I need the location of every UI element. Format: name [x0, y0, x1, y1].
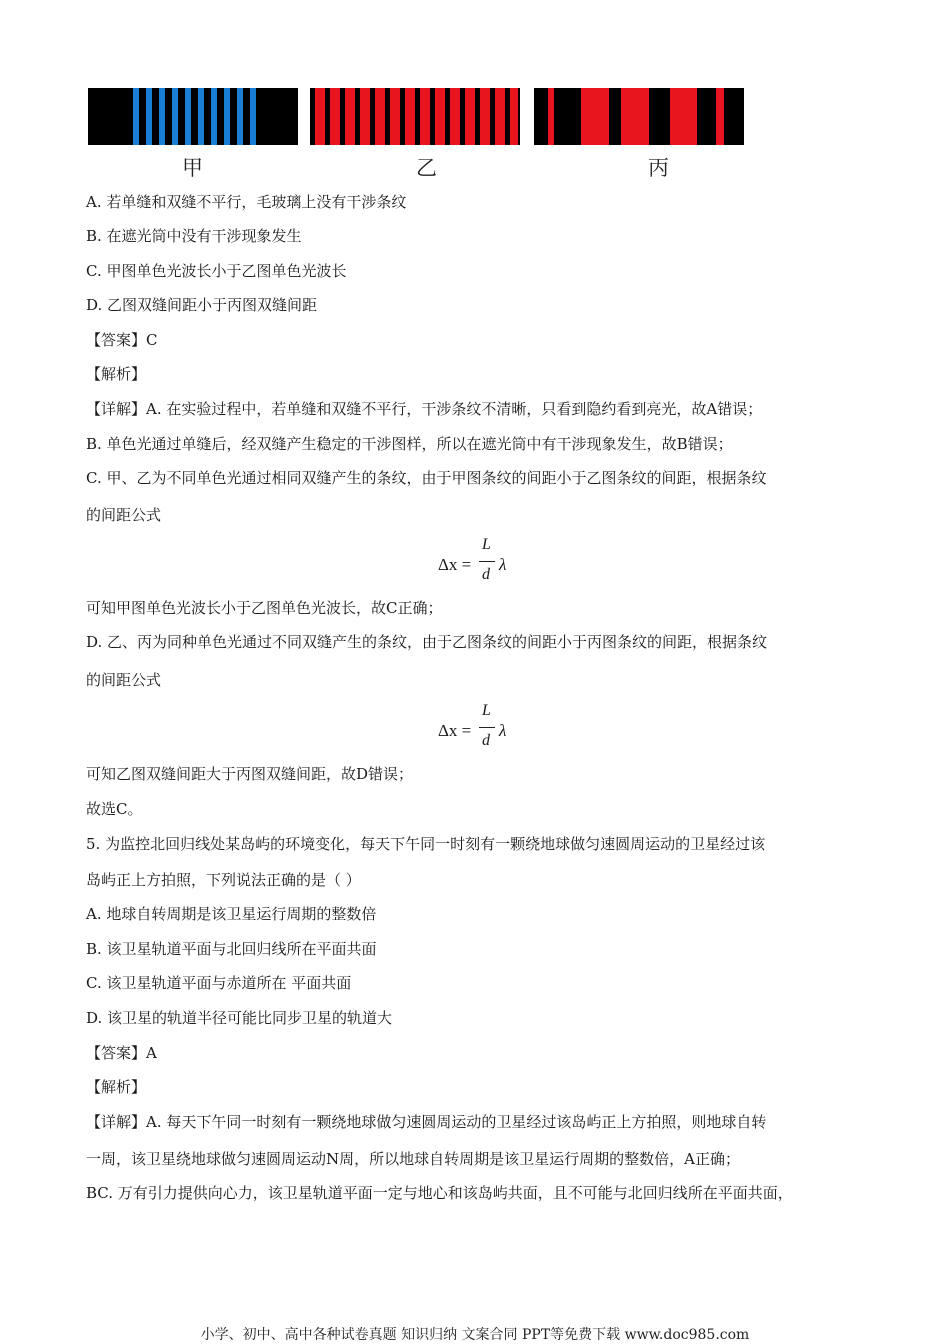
q4-detail-line: 的间距公式 [86, 506, 162, 524]
q4-detail-line: C. 甲、乙为不同单色光通过相同双缝产生的条纹，由于甲图条纹的间距小于乙图条纹的间距，根据条纹 [86, 469, 767, 487]
q5-detail-line: BC. 万有引力提供向心力，该卫星轨道平面一定与地心和该岛屿共面，且不可能与北回归线所在平面共面， [86, 1184, 793, 1202]
spacing-formula [438, 536, 528, 596]
figure-caption-yi: 乙 [416, 156, 437, 180]
formula-denominator: d [482, 566, 490, 583]
q4-option-a: A. 若单缝和双缝不平行，毛玻璃上没有干涉条纹 [86, 193, 407, 211]
formula-numerator: L [482, 702, 491, 719]
q4-option-d: D. 乙图双缝间距小于丙图双缝间距 [86, 296, 318, 314]
q5-detail-line: 【详解】A. 每天下午同一时刻有一颗绕地球做匀速圆周运动的卫星经过该岛屿正上方拍照，则地球自转 [86, 1113, 767, 1131]
q5-option-a: A. 地球自转周期是该卫星运行周期的整数倍 [86, 905, 377, 923]
q5-detail-line: 一周，该卫星绕地球做匀速圆周运动N周，所以地球自转周期是该卫星运行周期的整数倍，A正确； [86, 1150, 740, 1168]
figure-caption-jia: 甲 [182, 156, 203, 180]
formula-lhs: Δx = [438, 721, 472, 740]
q5-stem-line: 岛屿正上方拍照，下列说法正确的是（ ） [86, 871, 361, 889]
q4-detail-line: D. 乙、丙为同种单色光通过不同双缝产生的条纹，由于乙图条纹的间距小于丙图条纹的间距，根据条纹 [86, 633, 768, 651]
spacing-formula [438, 702, 528, 762]
q5-option-b: B. 该卫星轨道平面与北回归线所在平面共面 [86, 940, 377, 958]
q4-analysis-label: 【解析】 [86, 365, 147, 383]
q4-option-c: C. 甲图单色光波长小于乙图单色光波长 [86, 262, 347, 280]
formula-numerator: L [482, 536, 491, 553]
fringe-pattern-bing [534, 88, 744, 145]
q4-detail-line: 故选C。 [86, 800, 143, 818]
formula-lambda: λ [499, 721, 507, 740]
fringe-pattern-yi [310, 88, 520, 145]
fringe-pattern-jia [88, 88, 298, 145]
formula-denominator: d [482, 732, 490, 749]
figure-caption-bing: 丙 [648, 156, 669, 180]
fraction-bar [479, 727, 495, 728]
fraction-bar [479, 561, 495, 562]
q5-stem-line: 5. 为监控北回归线处某岛屿的环境变化，每天下午同一时刻有一颗绕地球做匀速圆周运动的卫星经过该 [86, 835, 766, 853]
q4-option-b: B. 在遮光筒中没有干涉现象发生 [86, 227, 302, 245]
q4-answer: 【答案】C [86, 331, 158, 349]
q4-detail-line: 【详解】A. 在实验过程中，若单缝和双缝不平行，干涉条纹不清晰，只看到隐约看到亮光，故A错误； [86, 400, 763, 418]
q4-detail-line: B. 单色光通过单缝后，经双缝产生稳定的干涉图样，所以在遮光筒中有干涉现象发生，故B错误； [86, 435, 733, 453]
formula-lhs: Δx = [438, 555, 472, 574]
q4-detail-line: 可知乙图双缝间距大于丙图双缝间距，故D错误； [86, 765, 414, 783]
q4-detail-line: 的间距公式 [86, 671, 162, 689]
q5-option-c: C. 该卫星轨道平面与赤道所在 平面共面 [86, 974, 352, 992]
q4-detail-line: 可知甲图单色光波长小于乙图单色光波长，故C正确； [86, 599, 443, 617]
q5-answer: 【答案】A [86, 1044, 157, 1062]
page-footer[interactable]: 小学、初中、高中各种试卷真题 知识归纳 文案合同 PPT等免费下载 www.doc985.com [200, 1327, 750, 1343]
formula-lambda: λ [499, 555, 507, 574]
q5-analysis-label: 【解析】 [86, 1078, 147, 1096]
q5-option-d: D. 该卫星的轨道半径可能比同步卫星的轨道大 [86, 1009, 393, 1027]
